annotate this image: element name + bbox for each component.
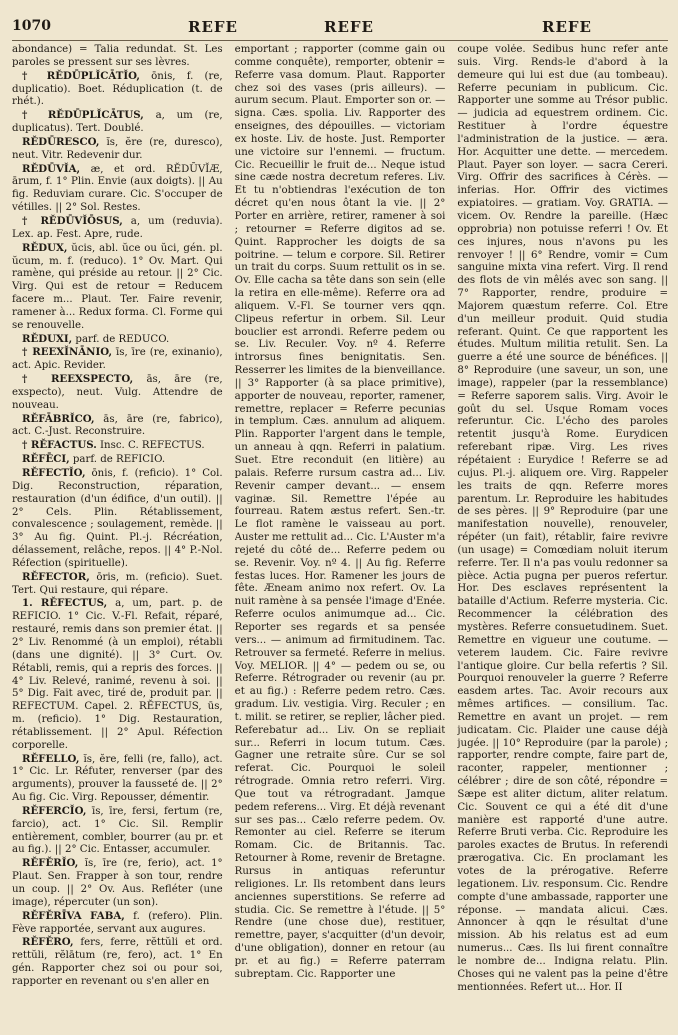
dictionary-entry	[12, 753, 223, 805]
column-2	[235, 44, 446, 1031]
dictionary-entry	[12, 109, 223, 136]
entry-headword: † RĔDŪVĬŌSUS,	[22, 214, 123, 227]
dictionary-entry	[12, 346, 223, 373]
dictionary-entry	[12, 571, 223, 598]
entry-headword: RĔDŪRESCO,	[22, 135, 100, 148]
dictionary-entry	[12, 333, 223, 347]
dictionary-entry	[12, 373, 223, 413]
dictionary-entry	[12, 242, 223, 333]
entry-headword: † REEXĬNĀNIO,	[22, 346, 113, 359]
entry-headword: RĔFELLO,	[22, 752, 80, 765]
text-columns	[12, 44, 668, 1031]
entry-text: ōnis, f. (reficio). 1° Col. Dig. Reconstruction, réparation, restauration (d'un édifice, d'un outil). || 2° Cels. Plin. Rétablissement, convalescence ; soulagement, remède. || 3° Au fig. Quint. Pl.-j. Récréation, délassement, relâche, repos. || 4° P.-Nol. Réfection (spirituelle).	[12, 468, 223, 569]
page-header	[12, 0, 668, 41]
entry-text: a, um (re, duplicatus). Tert. Doublé.	[12, 110, 223, 135]
entry-text: ōnis, f. (re, duplicatio). Boet. Réduplication (t. de rhét.).	[12, 70, 223, 108]
entry-headword: RĔDUX,	[22, 241, 68, 254]
entry-text: a, um (reduvia). Lex. ap. Fest. Apre, rude.	[12, 215, 223, 240]
dictionary-entry	[12, 439, 223, 453]
entry-headword: RĔFERCĬO,	[22, 804, 87, 817]
entry-text: parf. de REFICIO.	[72, 454, 166, 466]
column-1	[12, 44, 223, 1031]
entry-text: parf. de REDUCO.	[75, 333, 170, 345]
dictionary-entry	[12, 936, 223, 988]
dictionary-entry	[12, 163, 223, 215]
entry-text: ĭs, ĕre, felli (re, fallo), act. 1° Cic. Lr. Réfuter, renverser (par des arguments), prouver la fausseté de. || 2° Au fig. Cic. Virg. Repousser, démentir.	[12, 753, 223, 804]
dictionary-entry	[12, 413, 223, 440]
dictionary-entry	[12, 453, 223, 467]
entry-headword: † REEXSPECTO,	[22, 373, 134, 386]
column-3	[457, 44, 668, 1031]
entry-headword: RĔDUXI,	[22, 332, 73, 345]
entry-headword: RĔFĀBRĬCO,	[22, 412, 95, 425]
entry-text: a, um, part. p. de REFICIO. 1° Cic. V.-Fl. Refait, réparé, restauré, remis dans son premier état. || 2° Liv. Renommé (à un emploi), rétabli (dans une dignité). || 3° Curt. Ov. Rétabli, remis, qui a repris des forces. || 4° Liv. Relevé, ranimé, revenu à soi. || 5° Dig. Fait avec, tiré de, produit par. || REFECTUM. Capel. 2. RĔFECTUS, ūs, m. (reficio). 1° Dig. Restauration, rétablissement. || 2° Apul. Réfection corporelle.	[12, 598, 223, 751]
entry-text: æ, et ord. RĔDŪVĬÆ, ārum, f. 1° Plin. Envie (aux doigts). || Au fig. Reduviam curare. Cic. S'occuper de vétilles. || 2° Sol. Restes.	[12, 163, 223, 214]
entry-text: abondance) = Talia redundat. St. Les paroles se pressent sur ses lèvres.	[12, 44, 223, 68]
entry-headword: † RĔDŪPLĬCĀTĬO,	[22, 69, 140, 82]
running-headword-left: REFE	[188, 18, 238, 36]
dictionary-entry	[457, 44, 668, 994]
entry-headword: RĔFECTĬO,	[22, 467, 86, 479]
entry-headword: RĔFĔRO,	[22, 936, 74, 949]
entry-headword: RĔFECTOR,	[22, 570, 90, 583]
dictionary-entry	[12, 467, 223, 571]
page-number: 1070	[12, 18, 51, 34]
entry-text: īs, īre (re, exinanio), act. Apic. Revider.	[12, 347, 223, 372]
entry-text: ās, āre (re, fabrico), act. C.-Just. Reconstruire.	[12, 413, 223, 438]
entry-text: fers, ferre, rĕttŭli et ord. rettŭli, rĕlātum (re, fero), act. 1° En gén. Rapporter chez soi ou pour soi, rapporter en revenant ou s'en aller en	[12, 937, 223, 987]
entry-text: ŭcis, abl. ŭce ou ŭci, gén. pl. ŭcum, m. f. (reduco). 1° Ov. Mart. Qui ramène, qui préside au retour. || 2° Cic. Virg. Qui est de retour = Reducem facere m... Plaut. Ter. Faire revenir, ramener à... Redux forma. Cl. Forme qui se renouvelle.	[12, 242, 223, 331]
running-headword-center: REFE	[324, 18, 374, 36]
dictionary-entry	[12, 70, 223, 110]
entry-headword: † RĔFACTUS.	[22, 439, 97, 452]
entry-headword: RĔFĒCI,	[22, 453, 70, 466]
entry-headword: † RĔDŪPLĬCĀTUS,	[22, 109, 144, 122]
running-headword-right: REFE	[542, 18, 592, 36]
dictionary-entry	[235, 44, 446, 982]
entry-text: f. (refero). Plin. Fève rapportée, servant aux augures.	[12, 910, 223, 935]
entry-text: coupe volée. Sedibus hunc refer ante suis. Virg. Rends-le d'abord à la demeure qui lui est due (au tombeau). Referre pecuniam in publicum. Cic. Rapporter une somme au Trésor public. — judicia ad equestrem ordinem. Cic. Restituer à l'ordre équestre l'administration de la justice. — æra. Hor. Acquitter une dette. — mercedem. Plaut. Payer son loyer. — sacra Cereri. Virg. Offrir des sacrifices à Cérès. — inferias. Hor. Offrir des victimes expiatoires. — gratiam. Voy. GRATIA. — vicem. Ov. Rendre la pareille. (Hæc opprobria) non potuisse referri ! Ov. Et ces injures, nous n'avons pu les renvoyer ! || 6° Rendre, vomir = Cum sanguine mixta vina refert. Virg. Il rend des flots de vin mêlés avec son sang. || 7° Rapporter, rendre, produire = Majorem quæstum referre. Col. Etre d'un meilleur produit. Quid studia referant. Quint. Ce que rapportent les études. Multum militia retulit. Sen. La guerre a été une source de bénéfices. || 8° Reproduire (une saveur, un son, une image), rappeler (par la ressemblance) = Referre saporem salis. Virg. Avoir le goût du sel. Usque Romam voces referuntur. Cic. L'écho des paroles retentit jusqu'à Rome. Eurydicen referebant ripæ. Virg. Les rives répétaient : Eurydice ! Referre se ad cujus. Pl.-j. aliquem ore. Virg. Rappeler les traits de qqn. Referre mores parentum. Lr. Reproduire les habitudes de ses pères. || 9° Reproduire (par une manifestation nouvelle), renouveler, répéter (un fait), rétablir, faire revivre (un usage) = Comœdiam noluit iterum referre. Ter. Il n'a pas voulu redonner sa pièce. Actia pugna per pueros refertur. Hor. Des esclaves représentent la bataille d'Actium. Referre mysteria. Cic. Recommencer la célébration des mystères. Referre consuetudinem. Suet. Remettre en vigueur une coutume. — veterem laudem. Cic. Faire revivre l'antique gloire. Cur bella refertis ? Sil. Pourquoi renouveler la guerre ? Referre easdem artes. Tac. Avoir recours aux mêmes artifices. — consilium. Tac. Remettre en avant un projet. — rem judicatam. Cic. Plaider une cause déjà jugée. || 10° Reproduire (par la parole) ; rapporter, rendre compte, faire part de, raconter, rappeler, mentionner ; célébrer ; dire de son côté, répondre = Sæpe est aliter dictum, aliter relatum. Cic. Souvent ce qui a été dit d'une manière est rapporté d'une autre. Referre Bruti verba. Cic. Reproduire les paroles exactes de Brutus. In referendi prærogativa. Cic. En proclamant les votes de la prérogative. Referre legationem. Liv. responsum. Cic. Rendre compte d'une ambassade, rapporter une réponse. — mandata alicui. Cæs. Annoncer à qqn le résultat d'une mission. Ab his relatus est ad eum numerus... Cæs. Ils lui firent connaître le nombre de... Indigna relatu. Plin. Choses qui ne valent pas la peine d'être mentionnées. Refert ut... Hor. II	[457, 44, 669, 993]
entry-headword: 1. RĔFECTUS,	[22, 597, 108, 610]
entry-text: īs, īre, fersi, fertum (re, farcio), act. 1° Cic. Sil. Remplir entièrement, combler, bourrer (au pr. et au fig.). || 2° Cic. Entasser, accumuler.	[12, 805, 223, 856]
dictionary-entry	[12, 805, 223, 857]
entry-headword: RĔFĔRĪVA FABA,	[22, 909, 125, 922]
dictionary-entry	[12, 857, 223, 909]
entry-text: Insc. C. REFECTUS.	[100, 440, 205, 452]
entry-text: ĭs, īre (re, ferio), act. 1° Plaut. Sen. Frapper à son tour, rendre un coup. || 2° Ov. Aus. Refléter (une image), répercuter (un son).	[12, 858, 223, 908]
entry-text: ās, āre (re, exspecto), neut. Vulg. Attendre de nouveau.	[12, 374, 223, 411]
entry-text: ĭs, ĕre (re, duresco), neut. Vitr. Redevenir dur.	[12, 136, 223, 161]
dictionary-entry	[12, 215, 223, 242]
dictionary-entry	[12, 136, 223, 163]
dictionary-entry	[12, 44, 223, 70]
entry-headword: RĔDŪVĬA,	[22, 162, 81, 175]
entry-headword: RĔFĔRĬO,	[22, 857, 79, 870]
dictionary-entry	[12, 910, 223, 937]
entry-text: emportant ; rapporter (comme gain ou comme conquête), remporter, obtenir = Referre vasa domum. Plaut. Rapporter chez soi des vases (pris ailleurs). — aurum secum. Plaut. Emporter son or. — signa. Cæs. spolia. Liv. Rapporter des enseignes, des dépouilles. — victoriam ex hoste. Liv. de hoste. Just. Remporter une victoire sur l'ennemi. — fructum. Cic. Recueillir le fruit de... Neque istud sine cæde nostra decretum referes. Liv. Et tu n'obtiendras l'exécution de ton décret qu'en nous ôtant la vie. || 2° Porter en arrière, retirer, ramener à soi ; retourner = Referre digitos ad se. Quint. Rapprocher les doigts de sa poitrine. — telum e corpore. Sil. Retirer un trait du corps. Suum rettulit os in se. Ov. Elle cacha sa tête dans son sein (elle la retira en elle-même). Referre ora ad aliquem. V.-Fl. Se tourner vers qqn. Clipeus refertur in orbem. Sil. Leur bouclier est arrondi. Referre pedem ou se. Liv. Reculer. Voy. nº 4. Referre introrsus fines benignitatis. Sen. Resserrer les limites de la bienveillance. || 3° Rapporter (à sa place primitive), apporter de nouveau, reporter, ramener, remettre, replacer = Referre pecunias in templum. Cæs. annulum ad aliquem. Plin. Rapporter l'argent dans le temple, un anneau à qqn. Referri in palatium. Suet. Etre reconduit (en litière) au palais. Referre rursum castra ad... Liv. Revenir camper devant... — ensem vaginæ. Sil. Remettre l'épée au fourreau. Ratem æstus refert. Sen.-tr. Le flot ramène le vaisseau au port. Auster me rettulit ad... Cic. L'Auster m'a rejeté du côté de... Referre pedem ou se. Revenir. Voy. nº 4. || Au fig. Referre festas luces. Hor. Ramener les jours de fête. Æneam animo nox refert. Ov. La nuit ramène à sa pensée l'image d'Enée. Referre oculos animumque ad... Cic. Reporter ses regards et sa pensée vers... — animum ad firmitudinem. Tac. Retrouver sa fermeté. Referre in melius. Voy. MELIOR. || 4° — pedem ou se, ou Referre. Rétrograder ou revenir (au pr. et au fig.) : Referre pedem retro. Cæs. gradum. Liv. vestigia. Virg. Reculer ; en t. milit. se retirer, se replier, lâcher pied. Referebatur ad... Liv. On se repliait sur... Referri in locum tutum. Cæs. Gagner une retraite sûre. Cur se sol referat. Cic. Pourquoi le soleil rétrograde. Omnia retro referri. Virg. Que tout va rétrogradant. Jamque pedem referens... Virg. Et déjà revenant sur ses pas... Cælo referre pedem. Ov. Remonter au ciel. Referre se iterum Romam. Cic. de Britannis. Tac. Retourner à Rome, revenir de Bretagne. Rursus in antiquas referuntur religiones. Lr. Ils retombent dans leurs anciennes superstitions. Se referre ad studia. Cic. Se remettre à l'étude. || 5° Rendre (une chose due), restituer, remettre, payer, s'acquitter (d'un devoir, d'une obligation), donner en retour (au pr. et au fig.) = Referre paterram subreptam. Cic. Rapporter une	[234, 44, 446, 980]
entry-text: ōris, m. (reficio). Suet. Tert. Qui restaure, qui répare.	[12, 571, 223, 596]
dictionary-entry	[12, 597, 223, 752]
